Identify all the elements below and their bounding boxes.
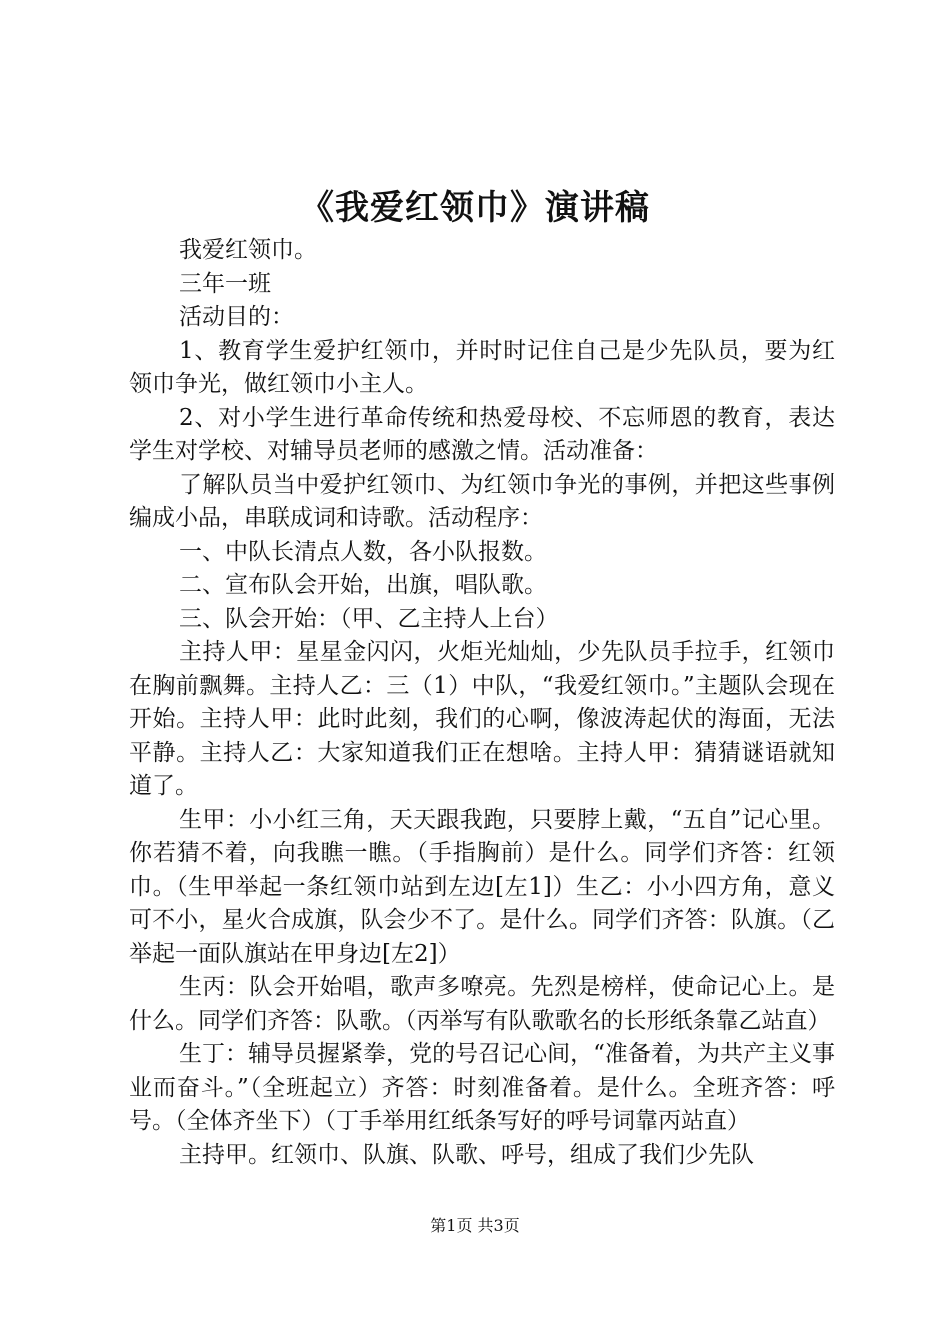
paragraph: 主持人甲：星星金闪闪，火炬光灿灿，少先队员手拉手，红领巾在胸前飘舞。主持人乙：三（1）中队，“我爱红领巾。”主题队会现在开始。主持人甲：此时此刻，我们的心啊，像波涛起伏的海面，无法平静。主持人乙：大家知道我们正在想啥。主持人甲：猜猜谜语就知道了。 <box>129 639 835 799</box>
paragraph: 一、中队长清点人数，各小队报数。 <box>179 538 547 565</box>
paragraph: 二、宣布队会开始，出旗，唱队歌。 <box>179 572 547 598</box>
paragraph: 生丁：辅导员握紧拳，党的号召记心间，“准备着，为共产主义事业而奋斗。”（全班起立）齐答：时刻准备着。是什么。全班齐答：呼号。（全体齐坐下）（丁手举用红纸条写好的呼号词靠丙站直） <box>129 1041 835 1134</box>
paragraph: 生丙：队会开始唱，歌声多嘹亮。先烈是榜样，使命记心上。是什么。同学们齐答：队歌。（丙举写有队歌歌名的长形纸条靠乙站直） <box>129 974 835 1034</box>
paragraph: 主持甲。红领巾、队旗、队歌、呼号，组成了我们少先队 <box>179 1141 754 1168</box>
paragraph: 1、教育学生爱护红领巾，并时时记住自己是少先队员，要为红领巾争光，做红领巾小主人。 <box>129 337 835 397</box>
page-footer: 第1页 共3页 <box>430 1216 520 1235</box>
paragraph: 活动目的： <box>179 304 294 330</box>
paragraph: 了解队员当中爱护红领巾、为红领巾争光的事例，并把这些事例编成小品，串联成词和诗歌。活动程序： <box>129 471 835 531</box>
paragraph: 我爱红领巾。 <box>179 237 317 263</box>
document-body <box>129 234 835 1172</box>
paragraph: 三年一班 <box>179 270 271 297</box>
paragraph: 2、对小学生进行革命传统和热爱母校、不忘师恩的教育，表达学生对学校、对辅导员老师的感激之情。活动准备： <box>129 404 835 464</box>
document-title: 《我爱红领巾》演讲稿 <box>300 188 650 228</box>
paragraph: 生甲：小小红三角，天天跟我跑，只要脖上戴，“五自”记心里。你若猜不着，向我瞧一瞧。（手指胸前）是什么。同学们齐答：红领巾。（生甲举起一条红领巾站到左边[左1]）生乙：小小四方角，意义可不小，星火合成旗，队会少不了。是什么。同学们齐答：队旗。（乙举起一面队旗站在甲身边[左2]） <box>129 806 835 967</box>
paragraph: 三、队会开始：（甲、乙主持人上台） <box>179 605 559 632</box>
